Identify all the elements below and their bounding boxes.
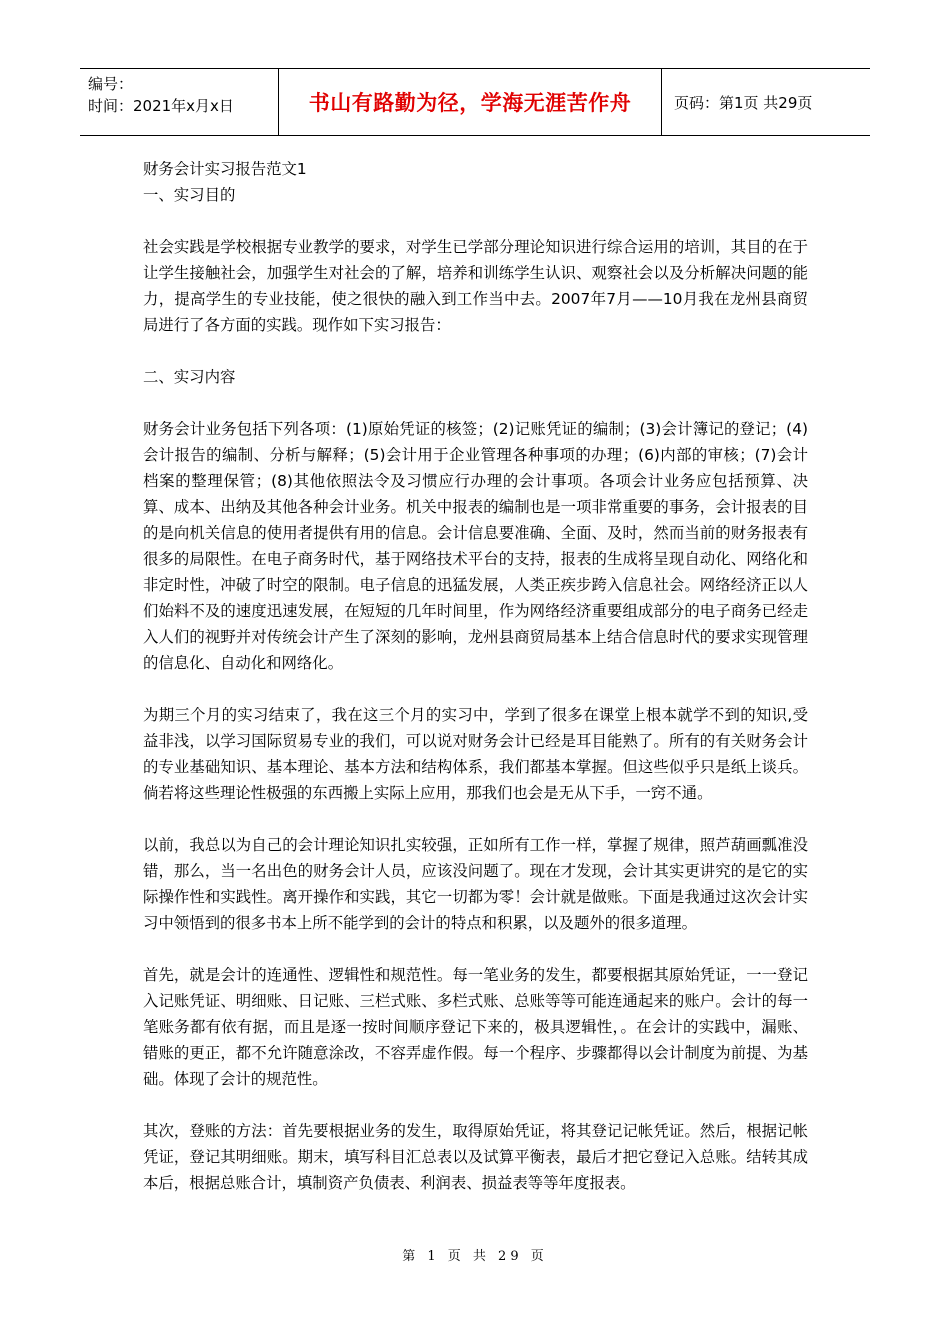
paragraph-1: 社会实践是学校根据专业教学的要求，对学生已学部分理论知识进行综合运用的培训，其目的在于让学生接触社会，加强学生对社会的了解，培养和训练学生认识、观察社会以及分析解决问题的能力，提高学生的专业技能，使之很快的融入到工作当中去。2007年7月——10月我在龙州县商贸局进行了各方面的实践。现作如下实习报告： — [143, 238, 808, 334]
section-heading-content: 二、实习内容 — [143, 368, 236, 386]
page-footer — [0, 1245, 950, 1264]
paragraph-3: 为期三个月的实习结束了，我在这三个月的实习中，学到了很多在课堂上根本就学不到的知识,受益非浅，以学习国际贸易专业的我们，可以说对财务会计已经是耳目能熟了。所有的有关财务会计的专业基础知识、基本理论、基本方法和结构体系，我们都基本掌握。但这些似乎只是纸上谈兵。倘若将这些理论性极强的东西搬上实际上应用，那我们也会是无从下手，一窍不通。 — [143, 706, 808, 802]
document-title: 财务会计实习报告范文1 — [143, 160, 307, 178]
page-header — [80, 68, 870, 136]
code-label: 编号： — [88, 75, 134, 93]
paragraph-6: 其次，登账的方法：首先要根据业务的发生，取得原始凭证，将其登记记帐凭证。然后，根据记帐凭证，登记其明细账。期末，填写科目汇总表以及试算平衡表，最后才把它登记入总账。结转其成本后，根据总账合计，填制资产负债表、利润表、损益表等等年度报表。 — [143, 1122, 808, 1192]
date-line: 时间：2021年x月x日 — [88, 97, 234, 115]
header-motto-cell — [279, 69, 662, 135]
header-left-cell — [80, 69, 279, 135]
header-page-info-cell — [662, 69, 870, 135]
footer-page-number: 第 1 页 共 29 页 — [402, 1249, 548, 1264]
paragraph-2: 财务会计业务包括下列各项：(1)原始凭证的核签；(2)记账凭证的编制；(3)会计簿记的登记；(4)会计报告的编制、分析与解释；(5)会计用于企业管理各种事项的办理；(6)内部的审核；(7)会计档案的整理保管；(8)其他依照法令及习惯应行办理的会计事项。各项会计业务应包括预算、决算、成本、出纳及其他各种会计业务。机关中报表的编制也是一项非常重要的事务，会计报表的目的是向机关信息的使用者提供有用的信息。会计信息要准确、全面、及时，然而当前的财务报表有很多的局限性。在电子商务时代，基于网络技术平台的支持，报表的生成将呈现自动化、网络化和非定时性，冲破了时空的限制。电子信息的迅猛发展，人类正疾步跨入信息社会。网络经济正以人们始料不及的速度迅速发展，在短短的几年时间里，作为网络经济重要组成部分的电子商务已经走入人们的视野并对传统会计产生了深刻的影响，龙州县商贸局基本上结合信息时代的要求实现管理的信息化、自动化和网络化。 — [143, 420, 808, 672]
page-info: 页码：第1页 共29页 — [674, 93, 813, 112]
motto-text: 书山有路勤为径，学海无涯苦作舟 — [308, 91, 632, 115]
paragraph-4: 以前，我总以为自己的会计理论知识扎实较强，正如所有工作一样，掌握了规律，照芦葫画瓢准没错，那么，当一名出色的财务会计人员，应该没问题了。现在才发现，会计其实更讲究的是它的实际操作性和实践性。离开操作和实践，其它一切都为零！会计就是做账。下面是我通过这次会计实习中领悟到的很多书本上所不能学到的会计的特点和积累，以及题外的很多道理。 — [143, 836, 808, 932]
paragraph-5: 首先，就是会计的连通性、逻辑性和规范性。每一笔业务的发生，都要根据其原始凭证，一一登记入记账凭证、明细账、日记账、三栏式账、多栏式账、总账等等可能连通起来的账户。会计的每一笔账务都有依有据，而且是逐一按时间顺序登记下来的，极具逻辑性，。在会计的实践中，漏账、错账的更正，都不允许随意涂改，不容弄虚作假。每一个程序、步骤都得以会计制度为前提、为基础。体现了会计的规范性。 — [143, 966, 808, 1088]
document-body — [143, 156, 808, 1196]
section-heading-purpose: 一、实习目的 — [143, 186, 236, 204]
